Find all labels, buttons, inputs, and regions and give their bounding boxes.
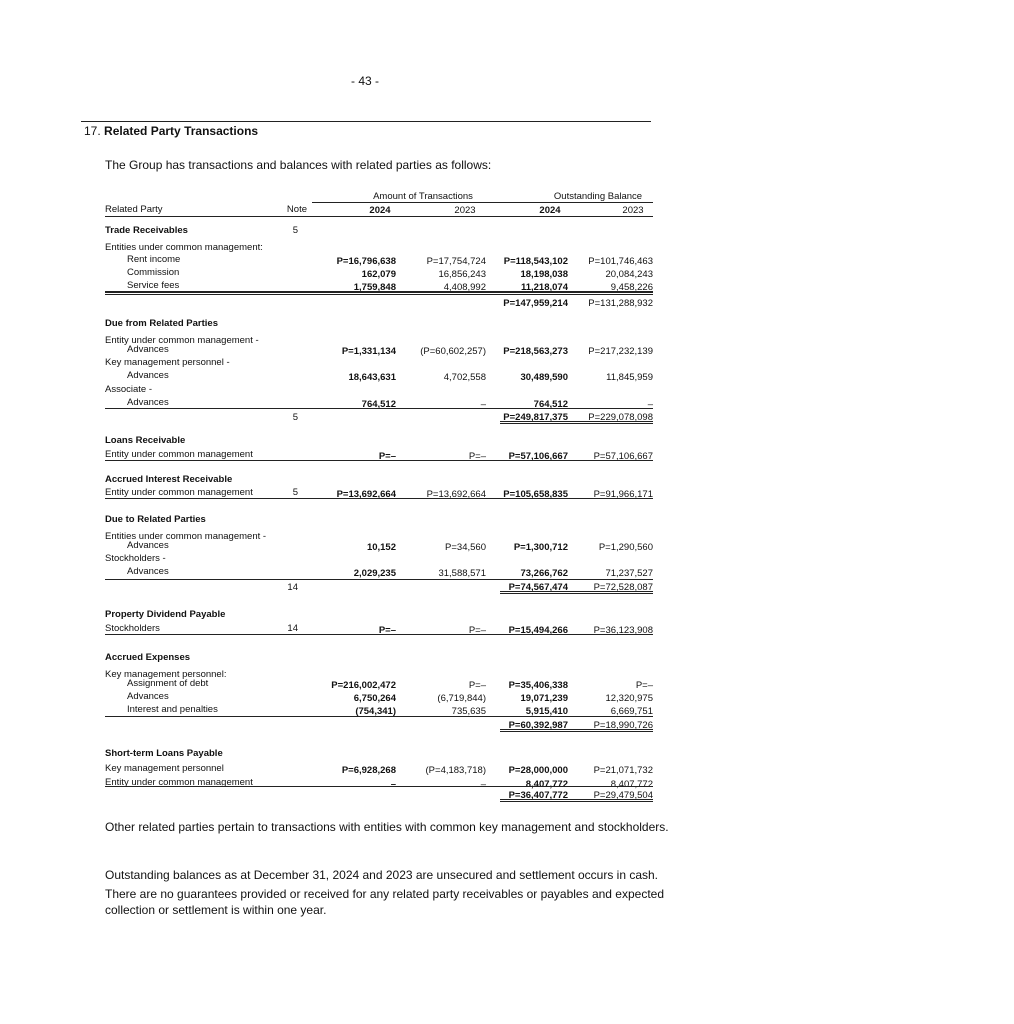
- section-number: 17.: [84, 124, 101, 138]
- row-value: P=218,563,273: [503, 346, 568, 357]
- row-value: P=105,658,835: [503, 489, 568, 500]
- total-value: P=229,078,098: [588, 412, 653, 423]
- row-label: Entity under common management: [105, 777, 253, 788]
- section-rule: [105, 634, 653, 635]
- row-value: –: [647, 399, 653, 410]
- row-label: Entities under common management -: [105, 531, 267, 542]
- row-value: 735,635: [451, 706, 486, 717]
- row-value: 9,458,226: [610, 282, 653, 293]
- row-label: Entity under common management -: [105, 335, 259, 346]
- total-note: 5: [292, 412, 298, 423]
- section-note: 5: [292, 225, 298, 236]
- row-value: P=91,966,171: [593, 489, 653, 500]
- section-title: Loans Receivable: [105, 435, 186, 446]
- row-value: 8,407,772: [525, 779, 568, 790]
- intro-text: The Group has transactions and balances with related parties as follows:: [105, 158, 492, 172]
- section-rule: [105, 408, 653, 409]
- row-value: P=–: [378, 451, 396, 462]
- total-value: P=36,407,772: [508, 790, 568, 801]
- section-rule: [105, 716, 653, 717]
- row-label: Associate -: [105, 384, 152, 395]
- row-label: Advances: [127, 344, 169, 355]
- row-note: 14: [287, 623, 298, 634]
- total-value: P=249,817,375: [503, 412, 568, 423]
- row-value: –: [390, 779, 396, 790]
- row-value: 12,320,975: [605, 693, 653, 704]
- row-value: 8,407,772: [610, 779, 653, 790]
- section-title: Short-term Loans Payable: [105, 748, 223, 759]
- row-value: 31,588,571: [438, 568, 486, 579]
- row-label: Key management personnel -: [105, 357, 230, 368]
- row-label: Entities under common management:: [105, 242, 263, 253]
- row-value: P=217,232,139: [588, 346, 653, 357]
- row-value: 1,759,848: [353, 282, 396, 293]
- row-value: 20,084,243: [605, 269, 653, 280]
- row-value: P=–: [635, 680, 653, 691]
- section-title: Trade Receivables: [105, 225, 188, 236]
- total-value: P=72,528,087: [593, 582, 653, 593]
- row-value: –: [480, 779, 486, 790]
- paragraph-guarantees: There are no guarantees provided or received for any related party receivables or payables and expected collection or settlement is within one year.: [105, 887, 665, 917]
- total-double-rule: [500, 421, 653, 424]
- row-value: P=28,000,000: [508, 765, 568, 776]
- row-value: P=101,746,463: [588, 256, 653, 267]
- row-note: 5: [292, 487, 298, 498]
- row-value: P=1,290,560: [598, 542, 653, 553]
- header-balance: Outstanding Balance: [553, 191, 643, 202]
- total-double-rule: [500, 591, 653, 594]
- total-value: P=74,567,474: [508, 582, 568, 593]
- row-value: P=118,543,102: [503, 256, 568, 267]
- section-rule: [105, 498, 653, 499]
- row-value: P=57,106,667: [508, 451, 568, 462]
- row-value: (754,341): [355, 706, 396, 717]
- row-label: Assignment of debt: [127, 678, 209, 689]
- row-label: Key management personnel: [105, 763, 224, 774]
- col-2024-balance: 2024: [539, 205, 561, 216]
- section-rule: [105, 579, 653, 580]
- total-value: P=29,479,504: [593, 790, 653, 801]
- row-value: 6,750,264: [353, 693, 396, 704]
- row-value: P=13,692,664: [426, 489, 486, 500]
- row-label: Rent income: [127, 254, 181, 265]
- header-rule: [81, 121, 651, 122]
- row-value: 18,643,631: [348, 372, 396, 383]
- section-title: Due to Related Parties: [105, 514, 206, 525]
- section-title: Related Party Transactions: [104, 124, 259, 138]
- row-value: 4,702,558: [443, 372, 486, 383]
- col-2023-balance: 2023: [622, 205, 644, 216]
- row-value: 4,408,992: [443, 282, 486, 293]
- row-value: P=15,494,266: [508, 625, 568, 636]
- row-value: P=–: [468, 680, 486, 691]
- row-value: P=1,331,134: [341, 346, 396, 357]
- row-label: Interest and penalties: [127, 704, 218, 715]
- total-note: 14: [287, 582, 298, 593]
- total-value: P=60,392,987: [508, 720, 568, 731]
- row-value: P=21,071,732: [593, 765, 653, 776]
- row-value: 6,669,751: [610, 706, 653, 717]
- row-label: Stockholders: [105, 623, 160, 634]
- row-label: Advances: [127, 370, 169, 381]
- row-value: 71,237,527: [605, 568, 653, 579]
- row-value: P=–: [378, 625, 396, 636]
- row-value: P=35,406,338: [508, 680, 568, 691]
- row-value: (6,719,844): [437, 693, 486, 704]
- section-title: Accrued Expenses: [105, 652, 191, 663]
- paragraph-outstanding-balances: Outstanding balances as at December 31, 2024 and 2023 are unsecured and settlement occurs in cash.: [105, 868, 659, 882]
- section-title: Accrued Interest Receivable: [105, 474, 233, 485]
- col-note: Note: [286, 204, 307, 215]
- col-2024-transactions: 2024: [369, 205, 391, 216]
- row-value: P=17,754,724: [426, 256, 486, 267]
- row-value: 19,071,239: [520, 693, 568, 704]
- row-label: Commission: [127, 267, 180, 278]
- row-label: Key management personnel:: [105, 669, 227, 680]
- row-value: P=–: [468, 625, 486, 636]
- row-value: P=13,692,664: [336, 489, 396, 500]
- row-value: (P=60,602,257): [420, 346, 486, 357]
- row-value: 764,512: [533, 399, 568, 410]
- row-value: 16,856,243: [438, 269, 486, 280]
- row-value: 162,079: [361, 269, 396, 280]
- row-value: 5,915,410: [525, 706, 568, 717]
- header-transactions: Amount of Transactions: [373, 191, 473, 202]
- row-value: 30,489,590: [520, 372, 568, 383]
- row-value: P=16,796,638: [336, 256, 396, 267]
- header-rule-bottom: [105, 216, 653, 217]
- row-label: Stockholders -: [105, 553, 166, 564]
- row-value: P=–: [468, 451, 486, 462]
- col-2023-transactions: 2023: [454, 205, 476, 216]
- row-label: Advances: [127, 540, 169, 551]
- section-heading: [84, 124, 258, 138]
- row-value: 18,198,038: [520, 269, 568, 280]
- paragraph-other-parties: Other related parties pertain to transactions with entities with common key management and stockholders.: [105, 820, 669, 834]
- row-value: P=36,123,908: [593, 625, 653, 636]
- total-double-rule: [500, 799, 653, 802]
- row-value: P=216,002,472: [331, 680, 396, 691]
- total-double-rule: [500, 729, 653, 732]
- row-value: 10,152: [366, 542, 396, 553]
- row-label: Entity under common management: [105, 449, 253, 460]
- row-value: P=57,106,667: [593, 451, 653, 462]
- row-value: P=6,928,268: [341, 765, 396, 776]
- row-value: 73,266,762: [520, 568, 568, 579]
- row-label: Advances: [127, 397, 169, 408]
- row-label: Advances: [127, 566, 169, 577]
- row-value: 11,845,959: [606, 372, 653, 383]
- row-value: 764,512: [361, 399, 396, 410]
- row-value: P=34,560: [445, 542, 486, 553]
- row-value: 11,218,074: [520, 282, 568, 293]
- row-value: 2,029,235: [353, 568, 396, 579]
- header-group-rule: [312, 202, 653, 203]
- row-label: Service fees: [127, 280, 180, 291]
- row-value: –: [480, 399, 486, 410]
- row-value: (P=4,183,718): [425, 765, 486, 776]
- section-rule: [105, 786, 653, 787]
- total-double-rule: [105, 292, 653, 295]
- total-value: P=147,959,214: [503, 298, 568, 309]
- row-label: Advances: [127, 691, 169, 702]
- total-value: P=131,288,932: [588, 298, 653, 309]
- section-title: Due from Related Parties: [105, 318, 218, 329]
- row-label: Entity under common management: [105, 487, 253, 498]
- page-number: - 43 -: [350, 74, 379, 88]
- col-related-party: Related Party: [105, 204, 163, 215]
- section-title: Property Dividend Payable: [105, 609, 226, 620]
- row-value: P=1,300,712: [513, 542, 568, 553]
- section-rule: [105, 460, 653, 461]
- total-value: P=18,990,726: [593, 720, 653, 731]
